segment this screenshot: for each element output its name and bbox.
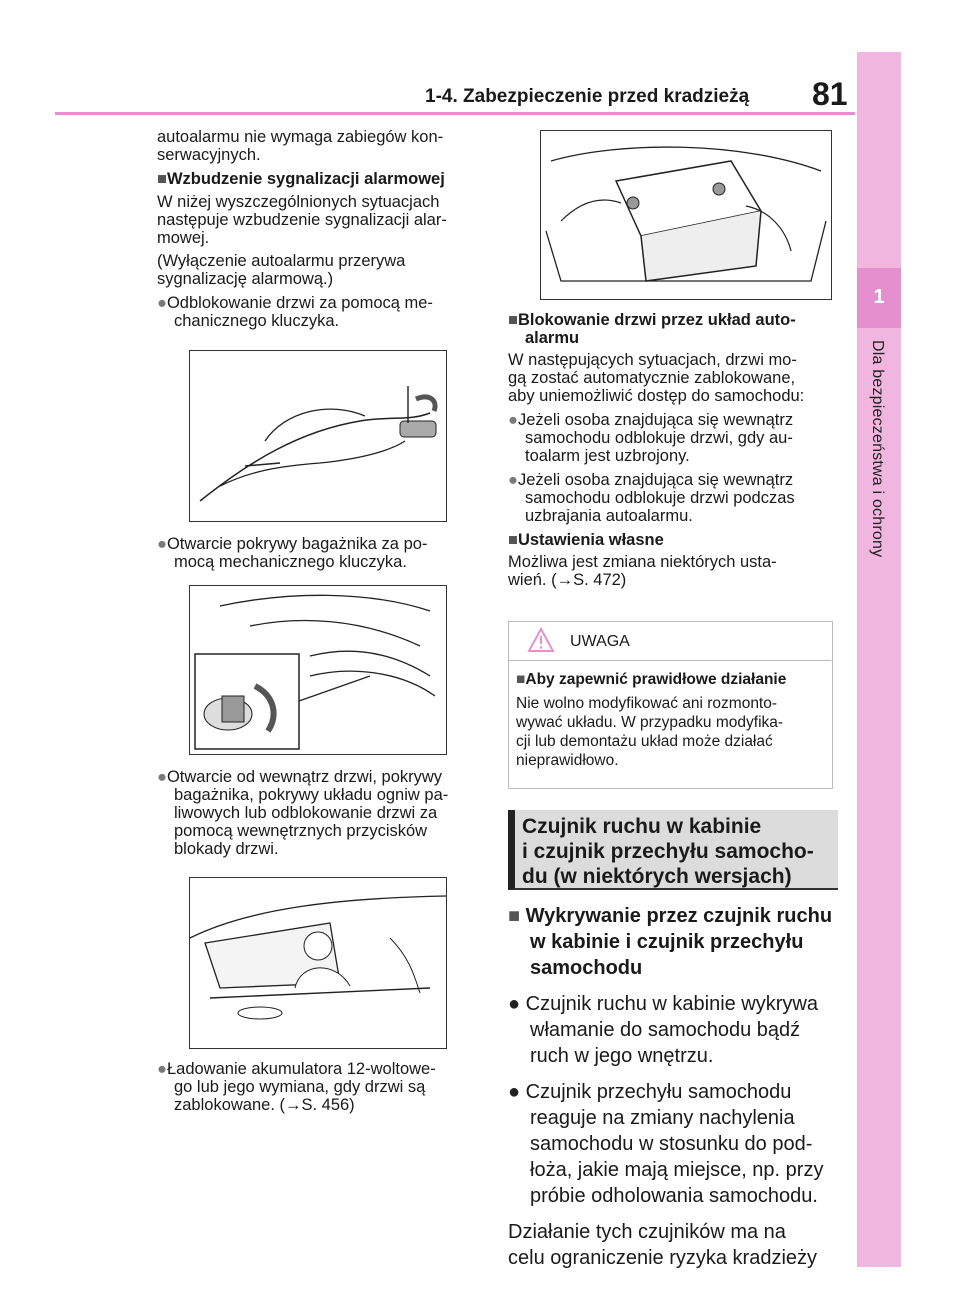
bullet-item: ●Odblokowanie drzwi za pomocą me- chanicznego kluczyka.	[157, 294, 433, 330]
bullet-icon: ●	[508, 993, 521, 1015]
text-line: autoalarmu nie wymaga zabiegów kon-	[157, 128, 444, 146]
section-heading: Czujnik ruchu w kabinie i czujnik przechyłu samocho- du (w niektórych wersjach)	[522, 815, 814, 888]
square-marker-icon: ■	[157, 170, 167, 188]
square-marker-icon: ■	[516, 671, 526, 688]
square-marker-icon: ■	[508, 531, 518, 549]
figure-battery	[540, 130, 832, 300]
text-line: wień. (→S. 472)	[508, 571, 627, 589]
figure-trunk-key	[189, 585, 447, 755]
text-line: (Wyłączenie autoalarmu przerywa	[157, 252, 406, 270]
bullet-item: ● Czujnik ruchu w kabinie wykrywa włamanie do samochodu bądź ruch w jego wnętrzu.	[508, 993, 818, 1067]
warning-triangle-icon	[527, 627, 555, 658]
bullet-item: ●Ładowanie akumulatora 12-woltowe- go lub jego wymiana, gdy drzwi są zablokowane. (→S. 456)	[157, 1060, 436, 1114]
right-column-top: ■Blokowanie drzwi przez układ auto- alarmu W następujących sytuacjach, drzwi mo- gą zostać automatycznie zablokowane, aby uniemożliwić dostęp do samochodu: ●Jeżeli osoba znajdująca się wewnątrz samochodu odblokuje drzwi, gdy au- toalarm jest uzbrojony. ●Jeżeli osoba znajdująca się wewnątrz samochodu odblokuje drzwi podczas uzbrajania autoalarmu. ■Ustawienia własne Możliwa jest zmiana niektórych usta- wień. (→S. 472)	[508, 311, 838, 589]
bullet-icon: ●	[508, 411, 518, 429]
bullet-icon: ●	[157, 768, 167, 786]
warning-divider	[508, 660, 831, 661]
text-line: serwacyjnych.	[157, 146, 261, 164]
subheading-settings: ■Ustawienia własne	[508, 531, 664, 549]
text-line: sygnalizację alarmową.)	[157, 270, 334, 288]
header-rule	[55, 112, 855, 115]
right-column-bottom: ■ Wykrywanie przez czujnik ruchu w kabinie i czujnik przechyłu samochodu ● Czujnik ruchu w kabinie wykrywa włamanie do samochodu bądź ruch w jego wnętrzu. ● Czujnik przechyłu samochodu reaguje na zmiany nachylenia samochodu w stosunku do pod- łoża, jakie mają miejsce, np. przy próbie odholowania samochodu. Działanie tych czujników ma na celu ograniczenie ryzyka kradzieży	[508, 903, 838, 1271]
bullet-item: ●Otwarcie pokrywy bagażnika za po- mocą mechanicznego kluczyka.	[157, 535, 428, 571]
text-line: Możliwa jest zmiana niektórych usta-	[508, 553, 777, 571]
text-line: następuje wzbudzenie sygnalizacji alar-	[157, 211, 447, 229]
warning-title: UWAGA	[570, 633, 630, 650]
bullet-item: ● Czujnik przechyłu samochodu reaguje na zmiany nachylenia samochodu w stosunku do pod- łoża, jakie mają miejsce, np. przy próbie odholowania samochodu.	[508, 1081, 824, 1207]
text-line: W niżej wyszczególnionych sytuacjach	[157, 193, 440, 211]
text-line: aby uniemożliwić dostęp do samochodu:	[508, 387, 805, 405]
text-line: mowej.	[157, 229, 210, 247]
bullet-icon: ●	[157, 535, 167, 553]
chapter-title: Dla bezpieczeństwa i ochrony	[869, 340, 886, 558]
subheading-lock: ■Blokowanie drzwi przez układ auto-	[508, 311, 796, 329]
chapter-number: 1	[873, 286, 885, 308]
bullet-icon: ●	[508, 471, 518, 489]
text-line: gą zostać automatycznie zablokowane,	[508, 369, 796, 387]
bullet-icon: ●	[157, 294, 167, 312]
bullet-icon: ●	[508, 1081, 521, 1103]
square-marker-icon: ■	[508, 905, 521, 927]
warning-content: ■Aby zapewnić prawidłowe działanie Nie wolno modyfikować ani rozmonto- wywać układu. W przypadku modyfika- cji lub demontażu układ może działać nieprawidłowo.	[516, 671, 787, 769]
text-line: W następujących sytuacjach, drzwi mo-	[508, 351, 797, 369]
bullet-item: ●Jeżeli osoba znajdująca się wewnątrz samochodu odblokuje drzwi podczas uzbrajania autoalarmu.	[508, 471, 795, 525]
section-title: 1-4. Zabezpieczenie przed kradzieżą	[425, 86, 750, 107]
figure-interior-person	[189, 877, 447, 1049]
bullet-item: ●Jeżeli osoba znajdująca się wewnątrz samochodu odblokuje drzwi, gdy au- toalarm jest uzbrojony.	[508, 411, 794, 465]
bullet-item: ●Otwarcie od wewnątrz drzwi, pokrywy bagażnika, pokrywy układu ogniw pa- liwowych lub odblokowanie drzwi za pomocą wewnętrznych przycisków blokady drzwi.	[157, 768, 449, 858]
subheading-trigger: ■Wzbudzenie sygnalizacji alarmowej	[157, 170, 445, 188]
left-column-top	[157, 128, 487, 330]
figure-door-handle-key	[189, 350, 447, 522]
page-number: 81	[812, 76, 848, 112]
bullet-icon: ●	[157, 1060, 167, 1078]
square-marker-icon: ■	[508, 311, 518, 329]
chapter-side-tab	[857, 52, 901, 1267]
